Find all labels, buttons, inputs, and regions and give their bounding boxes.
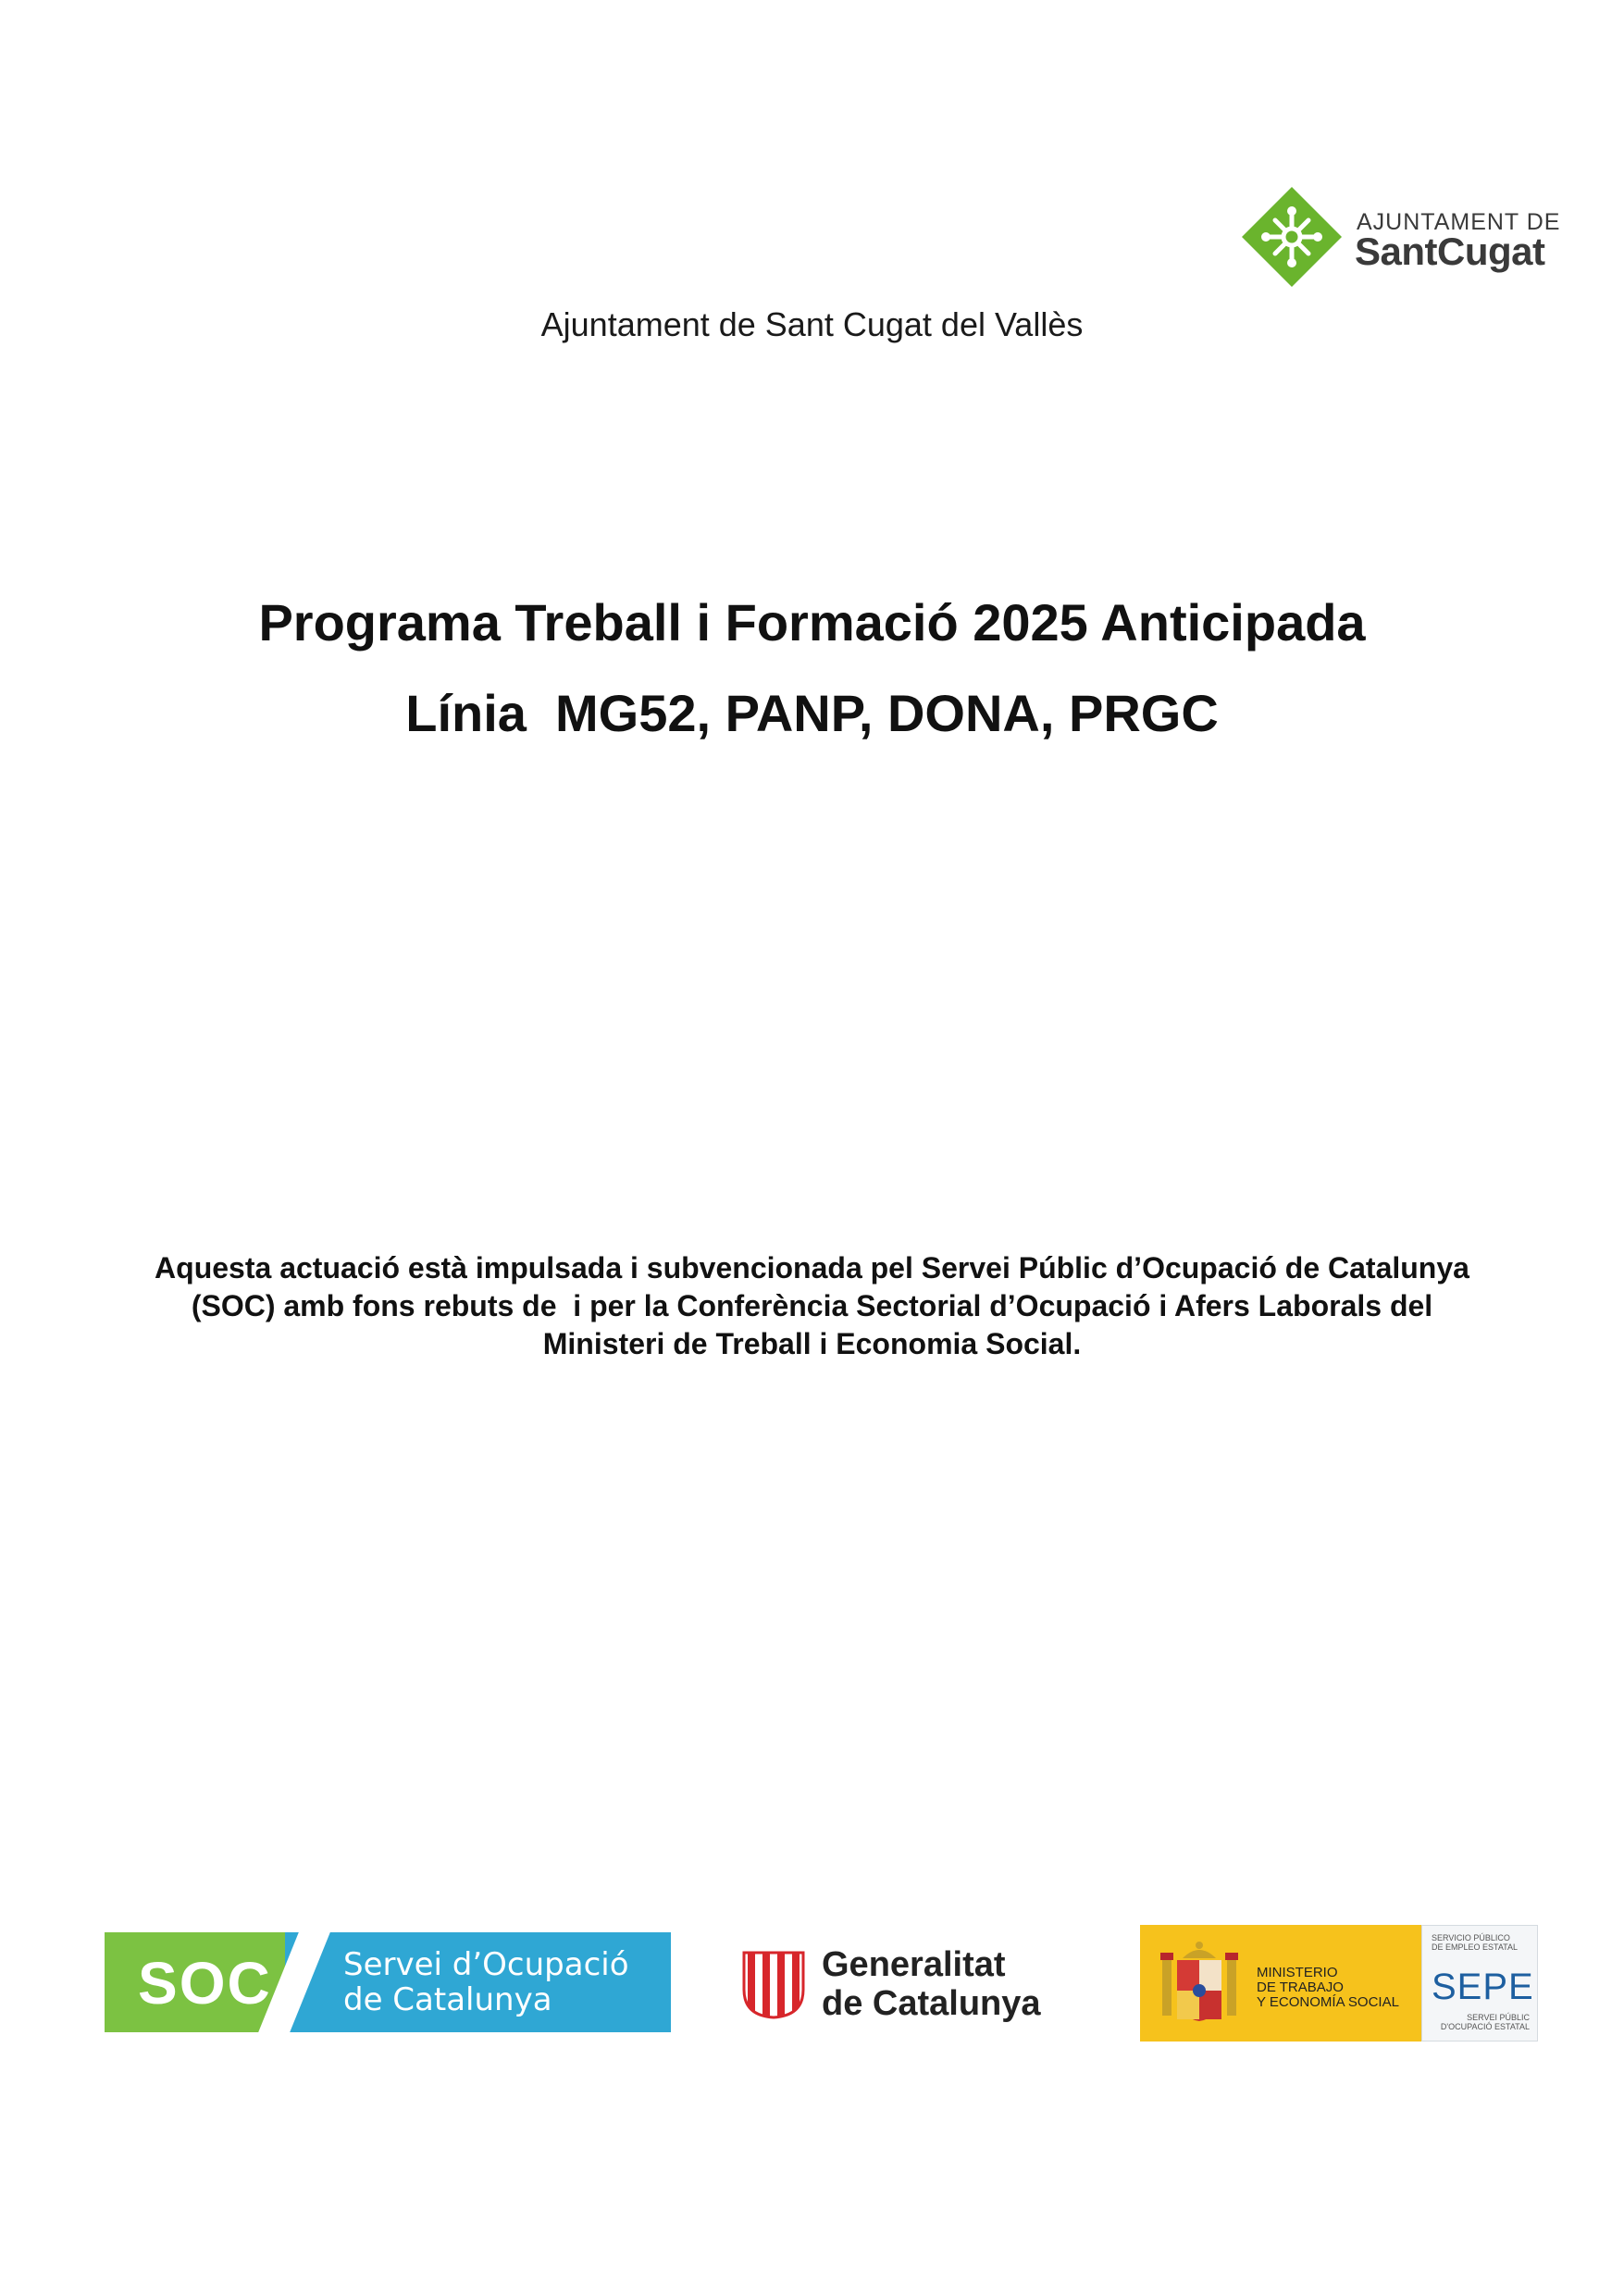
ministry-logo-line1: MINISTERIO [1257,1965,1338,1980]
sepe-top-line1: SERVICIO PÚBLICO [1432,1933,1510,1942]
ministry-logo-line3: Y ECONOMÍA SOCIAL [1257,1994,1399,2010]
generalitat-logo [740,1942,1073,2029]
funding-notice-line3: Ministeri de Treball i Economia Social. [542,1327,1082,1360]
generalitat-logo-text [822,1945,1041,2023]
santcugat-diamond-icon [1240,185,1344,289]
ministry-logo-line2: DE TRABAJO [1257,1980,1344,1995]
funding-notice-line2: (SOC) amb fons rebuts de i per la Conferència Sectorial d’Ocupació i Afers Laborals del [191,1289,1433,1322]
funding-notice-line1: Aquesta actuació està impulsada i subvencionada pel Servei Públic d’Ocupació de Catalunya [155,1251,1469,1285]
spain-coat-of-arms-icon [1155,1938,1244,2029]
sepe-logo [1421,1925,1538,2042]
soc-logo-name-line1: Servei d’Ocupació [343,1946,629,1983]
sepe-logo-bottom-text [1441,2013,1530,2031]
council-name: Ajuntament de Sant Cugat del Vallès [540,305,1084,343]
soc-logo-abbr: SOC [138,1950,272,2017]
soc-logo-name-line2: de Catalunya [343,1981,552,2018]
generalitat-logo-line1: Generalitat [822,1945,1006,1984]
soc-logo-name [343,1947,629,2017]
document-title-line2: Línia MG52, PANP, DONA, PRGC [405,684,1219,742]
ministry-sepe-logo [1140,1925,1538,2042]
document-title-line1: Programa Treball i Formació 2025 Anticipada [258,593,1366,652]
sepe-logo-abbr: SEPE [1432,1967,1534,2007]
santcugat-logo-line2: SantCugat [1355,230,1545,273]
ministry-logo-text [1257,1966,1399,2010]
santcugat-logo-line1: AJUNTAMENT DE [1357,209,1561,235]
sepe-top-line2: DE EMPLEO ESTATAL [1432,1942,1519,1952]
sepe-logo-top-text [1432,1933,1518,1952]
generalitat-logo-line2: de Catalunya [822,1984,1041,2023]
soc-logo [105,1932,671,2032]
santcugat-logo [1240,185,1561,292]
senyera-shield-icon [740,1949,807,2019]
funding-notice [74,1249,1550,1363]
sepe-bot-line1: SERVEI PÚBLIC [1467,2013,1530,2022]
sepe-bot-line2: D'OCUPACIÓ ESTATAL [1440,2022,1530,2031]
